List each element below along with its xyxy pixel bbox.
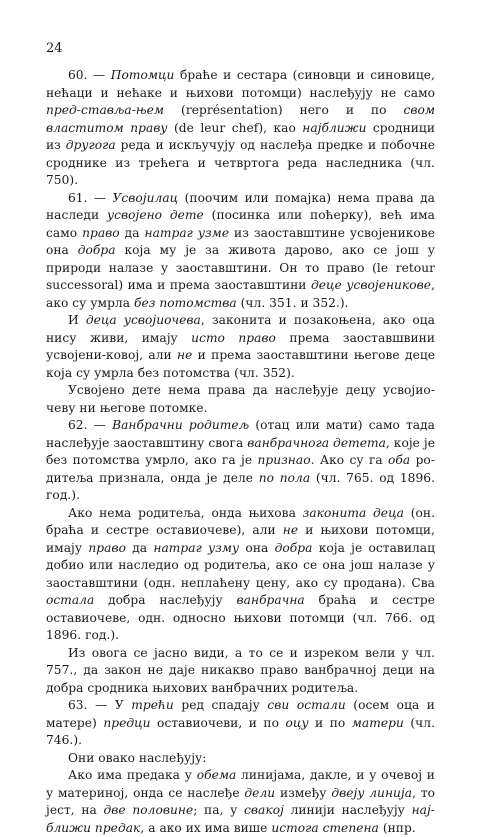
text-run: , законита и позакоњена, ако оца нису живи, имају [46, 313, 435, 345]
italic-phrase: двеју линија [331, 785, 413, 800]
text-run: добра наслеђују [94, 593, 237, 607]
paragraph [46, 312, 435, 382]
text-run: ; па, у [193, 803, 245, 817]
text-run: Ако има предака у [68, 768, 197, 782]
text-run: и по [308, 715, 352, 730]
italic-phrase: оцу [285, 715, 309, 730]
italic-phrase: дели [244, 785, 276, 800]
text-run: и њихови потомци, имају [46, 523, 435, 555]
italic-phrase: предци [103, 715, 151, 730]
text-run: Ако нема родитеља, онда њихова [68, 505, 303, 520]
text-run: , а ако их има више [140, 820, 272, 835]
italic-phrase: Усвојилац [112, 190, 179, 205]
italic-phrase: натраг узму [153, 540, 240, 555]
italic-phrase: оба [388, 453, 411, 467]
text-run: , ако су умрла [46, 278, 435, 310]
text-run: (чл. 765. од 1896. год.). [46, 470, 436, 502]
italic-phrase: добра [77, 243, 116, 257]
text-run: браћа и сестре оставиочеве, одн. односно њихови потомци (чл. 766. од 1896. год.). [46, 593, 436, 642]
text-run: (чл. 351. и 352.). [236, 295, 349, 310]
text-run: која је оставилац добио или наследио од родитеља, ако се она још налазе у заоставштини (одн. неплаћену цену, ако су продана). Сва [46, 540, 435, 590]
italic-phrase: признао [257, 453, 311, 467]
text-run: Усвојено дете нема права да наслеђује децу усвоjио-чеву ни његове потомке. [46, 383, 435, 415]
text-run: која му је за живота дарово, ако се још у природи налазе у заоставштини. Он то право (le retour successoral) има и према заоставштини [46, 243, 435, 292]
paragraph [46, 750, 435, 768]
text-run: 62. — [68, 418, 113, 432]
italic-phrase: остала [46, 593, 95, 607]
italic-phrase: Потомци [110, 68, 175, 82]
italic-phrase: по пола [258, 470, 311, 485]
italic-phrase: ванбрачна [236, 593, 305, 607]
text-run: линији наслеђују [283, 803, 412, 817]
text-run: 63. — У [68, 698, 132, 712]
text-run: да [125, 540, 154, 555]
paragraph [46, 417, 435, 505]
text-run: према заоставшвини усвојени-ковој, али [46, 330, 435, 362]
text-run: сродници из [46, 120, 435, 152]
italic-phrase: ванбрачнога детета [247, 435, 386, 450]
italic-phrase: пред-ставља-њем [46, 103, 165, 117]
text-run: . Ако су га [310, 453, 389, 467]
text-run: , које је без потомства умрло, ако га је [46, 435, 435, 467]
italic-phrase: матери [351, 715, 404, 730]
text-run: (чл. 746.). [46, 715, 435, 747]
italic-phrase: свакој [244, 803, 284, 817]
text-run: реда и искључују од наслеђа предке и побочне сроднике из трећега и четвртога реда наследника (чл. 750). [46, 138, 435, 187]
paragraph [46, 645, 435, 698]
italic-phrase: усвојено дете [106, 208, 204, 222]
text-run: (он. браћа и сестре оставиочеве), али [46, 505, 435, 537]
italic-phrase: не [282, 523, 299, 537]
italic-phrase: не [177, 348, 193, 362]
italic-phrase: право [88, 540, 126, 555]
paragraph [46, 190, 435, 313]
italic-phrase: деце усвојеникове [310, 278, 432, 292]
italic-phrase: свом властитом праву [46, 103, 435, 135]
text-run: (осем оца и матере) [46, 698, 435, 730]
italic-phrase: право [82, 225, 120, 240]
text-run: ро-дитеља признала, онда је деле [46, 453, 435, 485]
text-run: (нпр. [378, 820, 416, 835]
paragraph [46, 767, 435, 837]
paragraph [46, 382, 435, 417]
italic-phrase: Ванбрачни родитељ [112, 418, 250, 432]
italic-phrase: деца усвојиочева [85, 313, 201, 327]
text-run: 60. — [68, 68, 111, 82]
text-run: (поочим или помајка) нема права да наследи [46, 190, 435, 222]
text-run: (représentation) него и по [164, 103, 404, 117]
text-run: да [119, 225, 145, 240]
paragraph [46, 697, 435, 750]
text-run: она [239, 540, 275, 555]
text-run: , то јест, на [46, 785, 436, 817]
text-run: Они овако наслеђују: [68, 750, 207, 765]
italic-phrase: нај-ближи предак [46, 803, 435, 835]
text-run: Из овога се јасно види, а то се и изреком вели у чл. 757., да закон не даје никакво право ванбрачној деци на добра сродника њихових ванбрачних родитеља. [46, 645, 435, 695]
italic-phrase: обема [196, 768, 237, 782]
text-run: (отац или мати) само тада наслеђује заоставштину свога [46, 418, 435, 450]
text-run: браће и сестара (синовци и синовице, нећаци и нећаке и њихови потомци) наслеђују не само [46, 68, 435, 100]
text-run: линијама, дакле, и у очевој и у материној, онда се наслеђе [46, 768, 435, 800]
page-number: 24 [46, 41, 63, 56]
text-run: 61. — [68, 190, 113, 205]
paragraph [46, 67, 435, 190]
italic-phrase: без потомства [133, 295, 237, 310]
text-run: из заоставштине усвојеникове она [46, 225, 435, 257]
text-run: (посинка или поћерку), већ има само [46, 208, 435, 240]
italic-phrase: исто право [191, 330, 276, 345]
italic-phrase: натраг узме [144, 225, 230, 240]
italic-phrase: добра [274, 540, 313, 555]
text-run: оставиочеви, и по [150, 715, 286, 730]
italic-phrase: другога [65, 138, 116, 152]
italic-phrase: истога степена [271, 820, 379, 835]
text-run: између [275, 785, 332, 800]
body-text [46, 67, 435, 837]
paragraph [46, 505, 435, 645]
italic-phrase: законита деца [302, 505, 404, 520]
text-run: (de leur chef), као [167, 120, 303, 135]
italic-phrase: две половине [103, 803, 194, 817]
italic-phrase: најближи [302, 120, 367, 135]
text-run: и према заоставштини његове деце која су умрла без потомства (чл. 352). [46, 348, 435, 380]
text-run: И [68, 313, 86, 327]
italic-phrase: сви остали [267, 698, 346, 712]
text-run: ред спадају [173, 698, 268, 712]
italic-phrase: трећи [131, 698, 174, 712]
